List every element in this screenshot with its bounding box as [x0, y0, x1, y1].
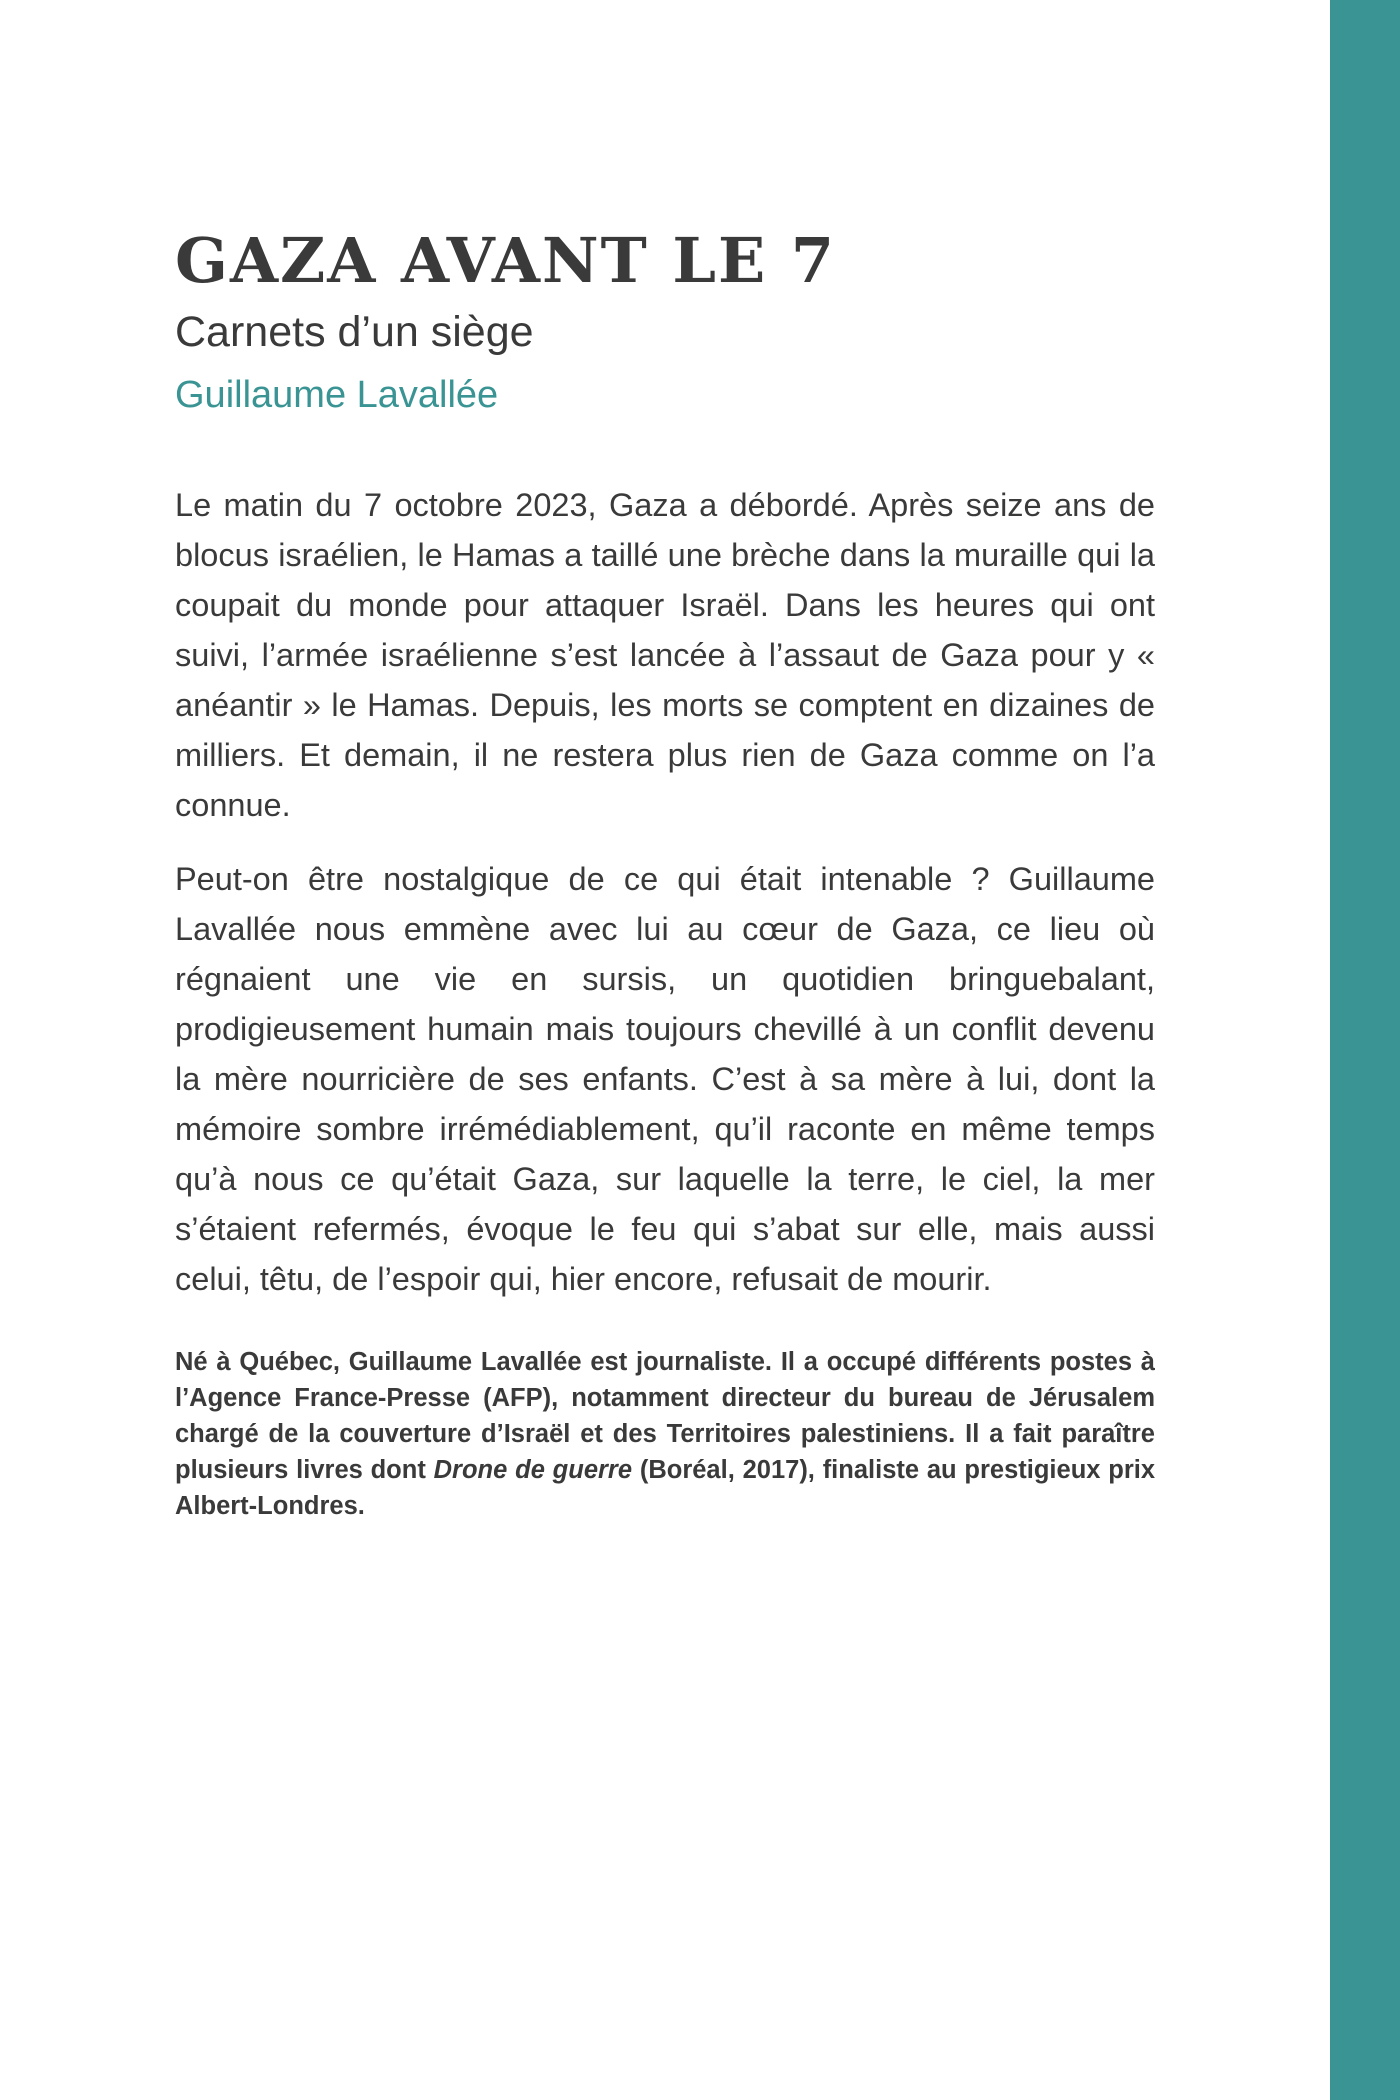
- author-bio: [175, 1344, 1155, 1524]
- blurb-paragraph-1: Le matin du 7 octobre 2023, Gaza a débordé. Après seize ans de blocus israélien, le Hamas a taillé une brèche dans la muraille qui la coupait du monde pour attaquer Israël. Dans les heures qui ont suivi, l’armée israélienne s’est lancée à l’assaut de Gaza pour y « anéantir » le Hamas. Depuis, les morts se comptent en dizaines de milliers. Et demain, il ne restera plus rien de Gaza comme on l’a connue.: [175, 487, 1155, 824]
- author-bio-text-before: Né à Québec, Guillaume Lavallée est journaliste. Il a occupé différents postes à l’Agence France-Presse (AFP), notamment directeur du bureau de Jérusalem chargé de la couverture d’Israël et des Territoires palestiniens. Il a fait paraître plusieurs livres dont: [175, 1348, 1155, 1485]
- accent-band: [1330, 0, 1400, 2100]
- author-bio-text-after: (Boréal, 2017), finaliste au prestigieux prix Albert-Londres.: [175, 1456, 1156, 1521]
- back-cover-content: [175, 224, 1156, 1524]
- book-title: GAZA AVANT LE 7: [175, 224, 836, 297]
- blurb-paragraph-2: Peut-on être nostalgique de ce qui était intenable ? Guillaume Lavallée nous emmène avec lui au cœur de Gaza, ce lieu où régnaient une vie en sursis, un quotidien bringuebalant, prodigieusement humain mais toujours chevillé à un conflit devenu la mère nourricière de ses enfants. C’est à sa mère à lui, dont la mémoire sombre irrémédiablement, qu’il raconte en même temps qu’à nous ce qu’était Gaza, sur laquelle la terre, le ciel, la mer s’étaient refermés, évoque le feu qui s’abat sur elle, mais aussi celui, têtu, de l’espoir qui, hier encore, refusait de mourir.: [175, 861, 1155, 1298]
- author-bio-book-title: Drone de guerre: [433, 1456, 633, 1485]
- book-subtitle: Carnets d’un siège: [175, 308, 534, 357]
- book-author: Guillaume Lavallée: [175, 373, 499, 416]
